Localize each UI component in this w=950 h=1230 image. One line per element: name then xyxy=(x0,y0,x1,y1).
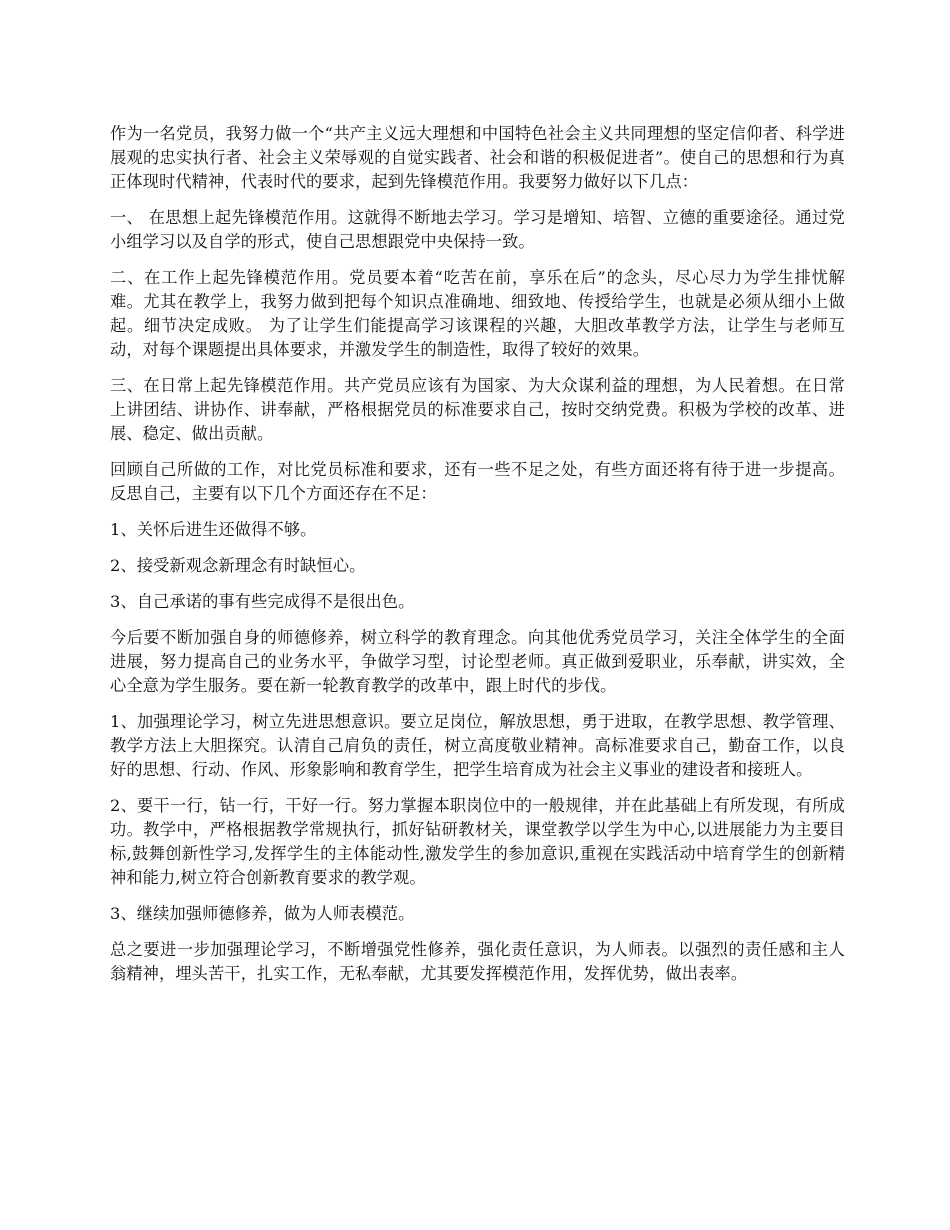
paragraph-shortcoming-2: 2、接受新观念新理念有时缺恒心。 xyxy=(110,556,366,575)
paragraph-intro: 作为一名党员，我努力做一个“共产主义远大理想和中国特色社会主义共同理想的坚定信仰者、科学进展观的忠实执行者、社会主义荣辱观的自觉实践者、社会和谐的积极促进者”。使自己的思想和行为真正体现时代精神，代表时代的要求，起到先锋模范作用。我要努力做好以下几点： xyxy=(110,124,845,191)
paragraph-plan-2: 2、要干一行，钻一行，干好一行。努力掌握本职岗位中的一般规律，并在此基础上有所发现，有所成功。教学中，严格根据教学常规执行，抓好钻研教材关，课堂教学以学生为中心,以进展能力为主要目标,鼓舞创新性学习,发挥学生的主体能动性,激发学生的参加意识,重视在实践活动中培育学生的创新精神和能力,树立符合创新教育要求的教学观。 xyxy=(110,796,845,887)
paragraph-shortcoming-3: 3、自己承诺的事有些完成得不是很出色。 xyxy=(110,592,415,611)
paragraph-shortcoming-1: 1、关怀后进生还做得不够。 xyxy=(110,520,317,539)
paragraph-plan-1: 1、加强理论学习，树立先进思想意识。要立足岗位，解放思想，勇于进取，在教学思想、教学管理、教学方法上大胆探究。认清自己肩负的责任，树立高度敬业精神。高标准要求自己，勤奋工作，以良好的思想、行动、作风、形象影响和教育学生，把学生培育成为社会主义事业的建设者和接班人。 xyxy=(110,712,845,779)
paragraph-future: 今后要不断加强自身的师德修养，树立科学的教育理念。向其他优秀党员学习，关注全体学生的全面进展，努力提高自己的业务水平，争做学习型，讨论型老师。真正做到爱职业，乐奉献，讲实效，全心全意为学生服务。要在新一轮教育教学的改革中，跟上时代的步伐。 xyxy=(110,628,845,695)
document-body xyxy=(110,122,845,998)
paragraph-plan-3: 3、继续加强师德修养，做为人师表模范。 xyxy=(110,904,415,923)
paragraph-review: 回顾自己所做的工作，对比党员标准和要求，还有一些不足之处，有些方面还将有待于进一步提高。反思自己，主要有以下几个方面还存在不足： xyxy=(110,460,845,503)
paragraph-point-two: 二、在工作上起先锋模范作用。党员要本着“吃苦在前，享乐在后”的念头，尽心尽力为学生排忧解难。尤其在教学上，我努力做到把每个知识点准确地、细致地、传授给学生，也就是必须从细小上做起。细节决定成败。 为了让学生们能提高学习该课程的兴趣，大胆改革教学方法，让学生与老师互动，对每个课题提出具体要求，并激发学生的制造性，取得了较好的效果。 xyxy=(110,268,845,359)
paragraph-point-one: 一、 在思想上起先锋模范作用。这就得不断地去学习。学习是增知、培智、立德的重要途径。通过党小组学习以及自学的形式，使自己思想跟党中央保持一致。 xyxy=(110,208,845,251)
paragraph-point-three: 三、在日常上起先锋模范作用。共产党员应该有为国家、为大众谋利益的理想，为人民着想。在日常上讲团结、讲协作、讲奉献，严格根据党员的标准要求自己，按时交纳党费。积极为学校的改革、进展、稳定、做出贡献。 xyxy=(110,376,845,443)
paragraph-conclusion: 总之要进一步加强理论学习，不断增强党性修养，强化责任意识，为人师表。以强烈的责任感和主人翁精神，埋头苦干，扎实工作，无私奉献，尤其要发挥模范作用，发挥优势，做出表率。 xyxy=(110,940,845,983)
